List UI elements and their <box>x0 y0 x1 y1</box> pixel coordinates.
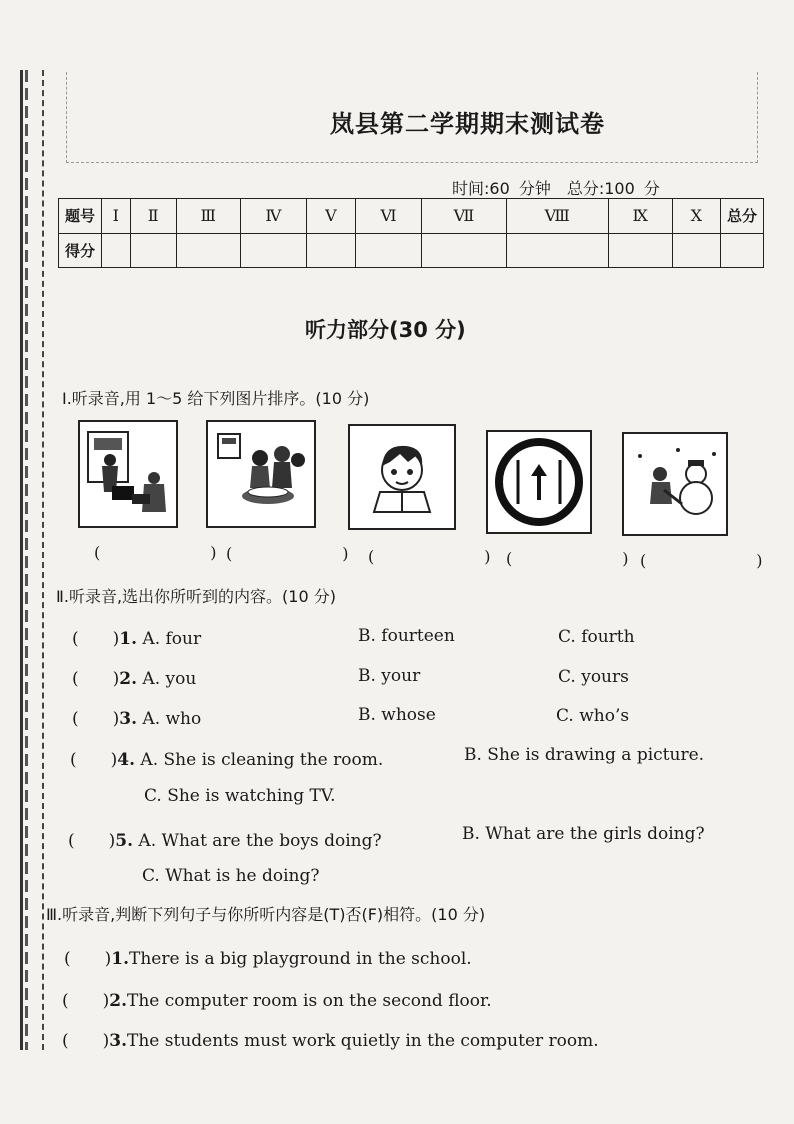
statement-text: The computer room is on the second floor. <box>127 991 492 1011</box>
score-col: Ⅶ <box>422 199 506 234</box>
no-overtaking-sign <box>486 430 592 534</box>
score-table <box>58 198 764 268</box>
item-number: 2. <box>109 991 128 1011</box>
score-col: Ⅵ <box>355 199 422 234</box>
answer-blank[interactable]: ( ) <box>226 544 375 563</box>
exam-title: 岚县第二学期期末测试卷 <box>330 110 605 138</box>
option-b: B. whose <box>358 705 436 725</box>
option-a: A. who <box>142 709 202 729</box>
option-b: B. fourteen <box>358 626 455 646</box>
option-c: C. She is watching TV. <box>144 786 336 806</box>
item-number: 1. <box>119 629 138 649</box>
answer-blank[interactable]: ( ) <box>70 750 118 770</box>
score-cell-total[interactable] <box>721 233 764 268</box>
part2-heading: Ⅱ.听录音,选出你所听到的内容。(10 分) <box>56 587 336 606</box>
score-cell[interactable] <box>130 233 176 268</box>
answer-blank[interactable]: ( ) <box>62 991 110 1011</box>
score-col: Ⅷ <box>506 199 608 234</box>
part3-item-2 <box>62 986 492 1011</box>
option-b: B. She is drawing a picture. <box>464 745 705 765</box>
score-cell[interactable] <box>306 233 355 268</box>
answer-blank[interactable]: ( ) <box>72 629 120 649</box>
score-col: Ⅳ <box>240 199 306 234</box>
answer-blank[interactable]: ( ) <box>72 669 120 689</box>
time-score-line: 时间:60 分钟 总分:100 分 <box>452 179 660 198</box>
score-table-row-numbers <box>59 199 764 234</box>
score-cell[interactable] <box>608 233 672 268</box>
part2-item-1 <box>72 624 201 649</box>
binding-strip <box>14 70 44 1050</box>
option-c: C. fourth <box>558 627 635 647</box>
score-cell[interactable] <box>240 233 306 268</box>
score-col: Ⅴ <box>306 199 355 234</box>
statement-text: The students must work quietly in the computer room. <box>127 1031 599 1051</box>
boy-reading-scene <box>348 424 456 530</box>
part2-item-2 <box>72 664 196 689</box>
score-col: Ⅲ <box>176 199 240 234</box>
item-number: 3. <box>109 1031 128 1051</box>
part1-heading: Ⅰ.听录音,用 1～5 给下列图片排序。(10 分) <box>62 389 370 408</box>
phone-call-scene <box>78 420 178 528</box>
answer-blank[interactable]: ( ) <box>368 547 517 566</box>
part2-item-5 <box>68 826 382 851</box>
item-number: 5. <box>115 831 134 851</box>
answer-blank[interactable]: ( ) <box>64 949 112 969</box>
option-a: A. four <box>142 629 202 649</box>
cut-line <box>42 70 44 1050</box>
score-cell[interactable] <box>506 233 608 268</box>
score-table-header-number: 题号 <box>59 199 102 234</box>
answer-blank[interactable]: ( ) <box>506 549 655 568</box>
item-number: 1. <box>111 949 130 969</box>
score-cell[interactable] <box>102 233 131 268</box>
score-cell[interactable] <box>176 233 240 268</box>
score-col: Ⅹ <box>672 199 720 234</box>
option-c: C. yours <box>558 667 629 687</box>
binding-bar <box>20 70 28 1050</box>
part2-item-4 <box>70 745 383 770</box>
score-table-header-score: 得分 <box>59 233 102 268</box>
option-a: A. you <box>142 669 197 689</box>
part3-item-3 <box>62 1026 599 1051</box>
part3-heading: Ⅲ.听录音,判断下列句子与你所听内容是(T)否(F)相符。(10 分) <box>46 905 486 924</box>
option-b: B. What are the girls doing? <box>462 824 705 844</box>
score-col-total: 总分 <box>721 199 764 234</box>
option-c: C. What is he doing? <box>142 866 320 886</box>
score-col: Ⅰ <box>102 199 131 234</box>
score-cell[interactable] <box>672 233 720 268</box>
snowman-scene <box>622 432 728 536</box>
score-cell[interactable] <box>422 233 506 268</box>
answer-blank[interactable]: ( ) <box>68 831 116 851</box>
answer-blank[interactable]: ( ) <box>72 709 120 729</box>
part2-item-3 <box>72 704 201 729</box>
option-a: A. She is cleaning the room. <box>140 750 384 770</box>
family-dinner-scene <box>206 420 316 528</box>
option-b: B. your <box>358 666 421 686</box>
score-cell[interactable] <box>355 233 422 268</box>
item-number: 4. <box>117 750 136 770</box>
option-a: A. What are the boys doing? <box>138 831 382 851</box>
statement-text: There is a big playground in the school. <box>129 949 472 969</box>
answer-blank[interactable]: ( ) <box>94 543 243 562</box>
part3-item-1 <box>64 944 472 969</box>
score-col: Ⅱ <box>130 199 176 234</box>
answer-blank[interactable]: ( ) <box>640 551 789 570</box>
option-c: C. who’s <box>556 706 630 726</box>
item-number: 3. <box>119 709 138 729</box>
item-number: 2. <box>119 669 138 689</box>
answer-blank[interactable]: ( ) <box>62 1031 110 1051</box>
listening-section-title: 听力部分(30 分) <box>305 318 466 342</box>
score-table-row-scores <box>59 233 764 268</box>
score-col: Ⅸ <box>608 199 672 234</box>
